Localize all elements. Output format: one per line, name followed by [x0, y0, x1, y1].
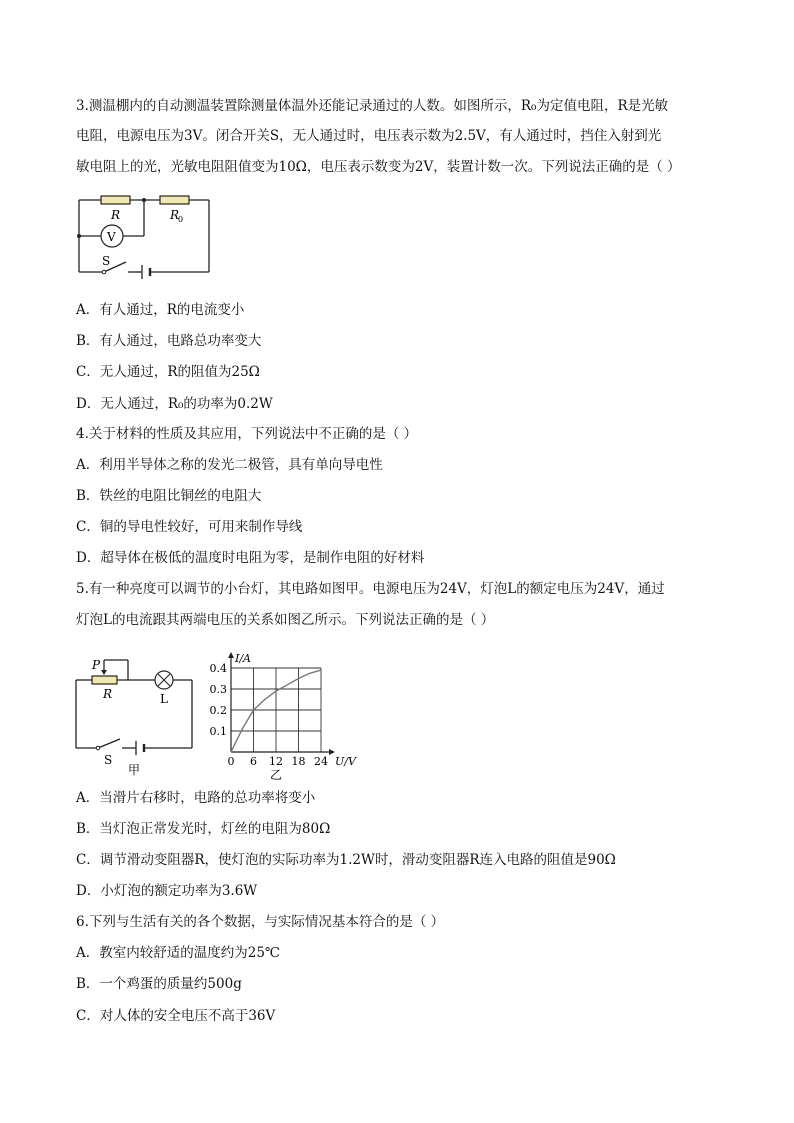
q4-option-a[interactable]: A．利用半导体之称的发光二极管，具有单向导电性	[76, 457, 383, 473]
q3-option-a[interactable]: A．有人通过，R的电流变小	[76, 302, 245, 318]
q5-option-c[interactable]: C．调节滑动变阻器R，使灯泡的实际功率为1.2W时，滑动变阻器R连入电路的阻值是90Ω	[76, 852, 616, 868]
y-tick-label: 0.1	[209, 725, 227, 738]
q3-line-3: 敏电阻上的光，光敏电阻阻值变为10Ω，电压表示数变为2V，装置计数一次。下列说法正确的是（ ）	[76, 159, 681, 175]
label-s: S	[102, 254, 111, 268]
q4-line-1: 4.关于材料的性质及其应用，下列说法中不正确的是（ ）	[76, 426, 418, 442]
q3-option-c[interactable]: C．无人通过，R的阻值为25Ω	[76, 364, 260, 380]
y-tick-label: 0.4	[209, 662, 227, 675]
label-v: V	[107, 230, 116, 244]
q3-option-b[interactable]: B．有人通过，电路总功率变大	[76, 333, 262, 349]
q5-option-d[interactable]: D．小灯泡的额定功率为3.6W	[76, 883, 258, 899]
x-tick-label: 24	[314, 755, 328, 768]
q5-circuit-diagram-jia	[72, 652, 202, 778]
q3-line-1: 3.测温棚内的自动测温装置除测量体温外还能记录通过的人数。如图所示，R₀为定值电阻，R是光敏	[76, 98, 669, 114]
rheostat-icon	[92, 676, 117, 684]
resistor-r-icon	[101, 196, 130, 204]
y-tick-label: 0.2	[209, 704, 227, 717]
y-axis-label: I/A	[235, 652, 251, 665]
q5-line-2: 灯泡L的电流跟其两端电压的关系如图乙所示。下列说法正确的是（ ）	[76, 612, 495, 628]
q5-option-a[interactable]: A．当滑片右移时，电路的总功率将变小	[76, 790, 316, 806]
label-r: R	[111, 208, 121, 222]
x-axis-label: U/V	[335, 755, 356, 768]
q3-option-d[interactable]: D．无人通过，R₀的功率为0.2W	[76, 396, 273, 412]
label-s: S	[104, 753, 113, 767]
q5-line-1: 5.有一种亮度可以调节的小台灯，其电路如图甲。电源电压为24V，灯泡L的额定电压为24V，通过	[76, 581, 665, 597]
label-l: L	[160, 692, 168, 706]
x-tick-label: 6	[250, 755, 257, 768]
caption-jia: 甲	[128, 763, 141, 777]
x-tick-label: 0	[227, 755, 235, 768]
q3-line-2: 电阻，电源电压为3V。闭合开关S，无人通过时，电压表示数为2.5V，有人通过时，挡住入射到光	[76, 128, 662, 144]
label-r0: R	[170, 208, 180, 222]
resistor-r0-icon	[160, 196, 189, 204]
label-r: R	[103, 687, 113, 701]
q4-option-b[interactable]: B．铁丝的电阻比铜丝的电阻大	[76, 488, 262, 504]
q6-line-1: 6.下列与生活有关的各个数据，与实际情况基本符合的是（ ）	[76, 914, 445, 930]
q5-iu-chart-yi	[205, 638, 365, 780]
x-tick-label: 18	[291, 755, 306, 768]
y-axis-arrow-icon	[228, 652, 234, 658]
chart-caption: 乙	[269, 768, 283, 780]
slider-arrow-icon	[101, 670, 107, 675]
q3-circuit-diagram	[74, 190, 219, 282]
y-tick-label: 0.3	[209, 683, 227, 696]
label-r0-sub: 0	[178, 215, 184, 224]
q4-option-d[interactable]: D．超导体在极低的温度时电阻为零，是制作电阻的好材料	[76, 550, 425, 566]
q6-option-b[interactable]: B．一个鸡蛋的质量约500g	[76, 976, 242, 992]
q6-option-a[interactable]: A．教室内较舒适的温度约为25℃	[76, 945, 281, 961]
q5-option-b[interactable]: B．当灯泡正常发光时，灯丝的电阻为80Ω	[76, 821, 331, 837]
q6-option-c[interactable]: C．对人体的安全电压不高于36V	[76, 1008, 276, 1024]
x-tick-label: 12	[269, 755, 283, 768]
q4-option-c[interactable]: C．铜的导电性较好，可用来制作导线	[76, 519, 303, 535]
label-p: P	[92, 658, 101, 672]
